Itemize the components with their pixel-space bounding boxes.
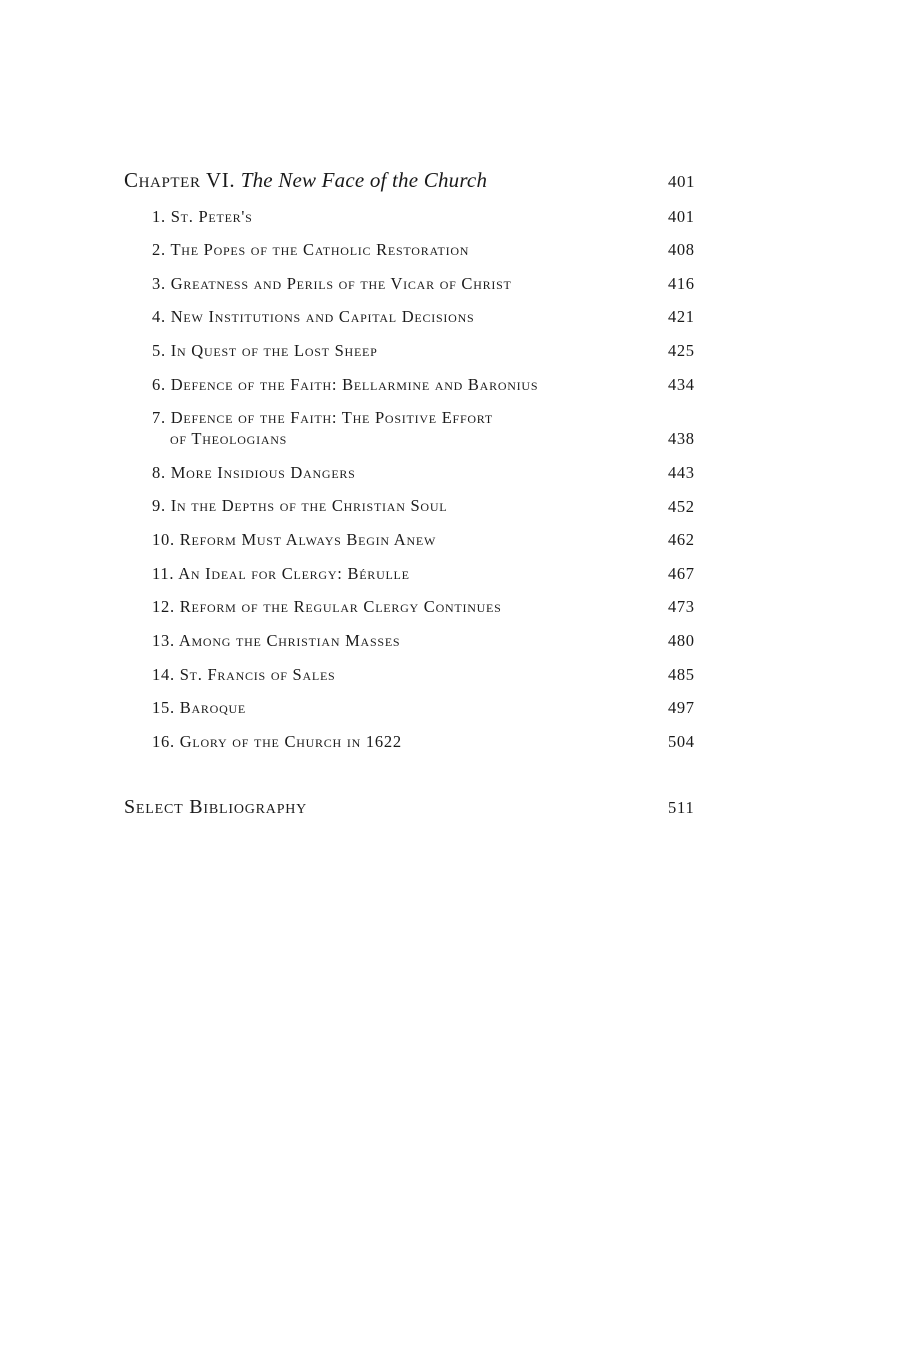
toc-entry-label-line2: of Theologians [170,429,288,449]
chapter-page-number: 401 [668,172,695,191]
toc-entry-4 [124,306,714,327]
toc-entry-label: 9. In the Depths of the Christian Soul [152,496,448,516]
toc-entry-16 [124,731,714,752]
toc-entry-page: 473 [668,597,695,617]
toc-entry-label: 11. An Ideal for Clergy: Bérulle [152,563,410,583]
toc-entry-11 [124,563,714,584]
chapter-entry [124,168,714,193]
toc-entry-page: 504 [668,731,695,751]
toc-entry-15 [124,697,714,718]
toc-entry-label: 12. Reform of the Regular Clergy Continues [152,597,502,617]
toc-entry-page: 443 [668,462,695,482]
toc-entry-label: 3. Greatness and Perils of the Vicar of Christ [152,273,512,293]
table-of-contents [124,168,714,819]
toc-entry-1 [124,206,714,227]
chapter-label: Chapter VI. [124,168,236,192]
toc-entry-page: 438 [668,429,695,449]
toc-entry-page: 497 [668,698,695,718]
toc-entry-5 [124,340,714,361]
bibliography-entry [124,796,714,819]
toc-entry-label: 16. Glory of the Church in 1622 [152,731,402,751]
toc-entry-label: 10. Reform Must Always Begin Anew [152,530,437,550]
toc-entry-13 [124,630,714,651]
toc-entry-page: 408 [668,240,695,260]
toc-entry-label: 5. In Quest of the Lost Sheep [152,340,378,360]
toc-entry-page: 462 [668,530,695,550]
toc-entry-14 [124,664,714,685]
toc-entry-label: 15. Baroque [152,698,247,718]
toc-entry-8 [124,462,714,483]
toc-entry-page: 416 [668,273,695,293]
toc-entry-9 [124,495,714,516]
toc-entry-6 [124,374,714,395]
toc-entry-label: 13. Among the Christian Masses [152,630,401,650]
toc-entry-7 [124,407,714,449]
toc-entry-3 [124,273,714,294]
toc-entry-page: 452 [668,496,695,516]
toc-entry-label: 2. The Popes of the Catholic Restoration [152,240,470,260]
toc-entry-12 [124,596,714,617]
toc-entry-label: 1. St. Peter's [152,206,253,226]
toc-entry-label: 8. More Insidious Dangers [152,462,356,482]
toc-entry-page: 467 [668,563,695,583]
toc-entry-page: 421 [668,307,695,327]
toc-entry-page: 425 [668,341,695,361]
chapter-title: The New Face of the Church [240,168,488,192]
bibliography-label: Select Bibliography [124,795,308,818]
toc-entry-label: 6. Defence of the Faith: Bellarmine and Baronius [152,374,539,394]
toc-entry-10 [124,529,714,550]
toc-entry-page: 434 [668,374,695,394]
toc-entry-page: 401 [668,206,695,226]
toc-entry-label-line1: 7. Defence of the Faith: The Positive Effort [152,408,493,428]
toc-entry-page: 485 [668,664,695,684]
bibliography-page: 511 [668,797,695,817]
toc-entry-label [124,407,493,449]
toc-entry-page: 480 [668,631,695,651]
chapter-title-line [124,168,487,193]
toc-entry-label: 4. New Institutions and Capital Decisions [152,307,475,327]
toc-entry-2 [124,239,714,260]
toc-entry-label: 14. St. Francis of Sales [152,664,336,684]
